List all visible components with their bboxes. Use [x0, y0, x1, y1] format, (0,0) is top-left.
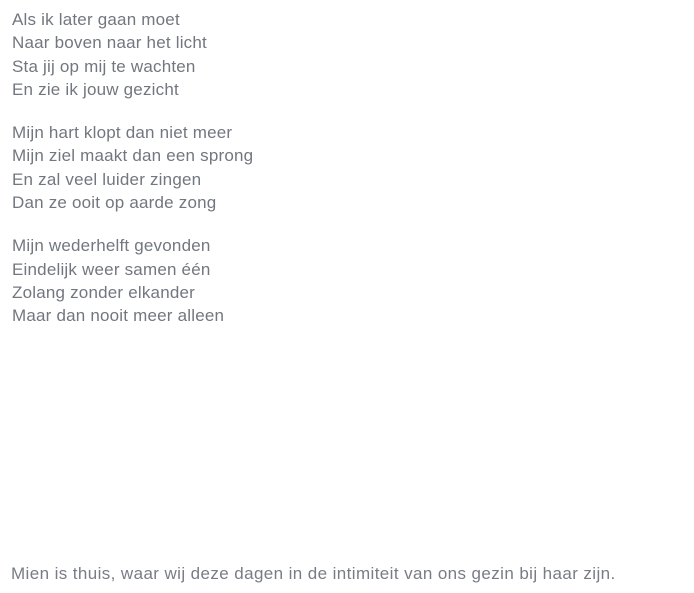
poem-stanza: [12, 121, 253, 214]
poem-stanza: [12, 8, 253, 101]
poem-line: Sta jij op mij te wachten: [12, 56, 196, 76]
poem-line: Naar boven naar het licht: [12, 33, 207, 53]
poem-stanza: [12, 234, 253, 327]
poem-line: En zal veel luider zingen: [12, 169, 202, 189]
poem-line: En zie ik jouw gezicht: [12, 79, 179, 99]
poem-line: Mijn wederhelft gevonden: [12, 236, 211, 256]
footer-note: Mien is thuis, waar wij deze dagen in de intimiteit van ons gezin bij haar zijn.: [11, 564, 616, 583]
poem-line: Mijn hart klopt dan niet meer: [12, 123, 233, 143]
poem-line: Eindelijk weer samen één: [12, 259, 211, 279]
poem: [12, 8, 253, 348]
poem-line: Dan ze ooit op aarde zong: [12, 193, 217, 213]
poem-line: Als ik later gaan moet: [12, 10, 180, 29]
poem-line: Zolang zonder elkander: [12, 282, 196, 302]
poem-line: Mijn ziel maakt dan een sprong: [12, 146, 254, 166]
poem-line: Maar dan nooit meer alleen: [12, 306, 225, 326]
